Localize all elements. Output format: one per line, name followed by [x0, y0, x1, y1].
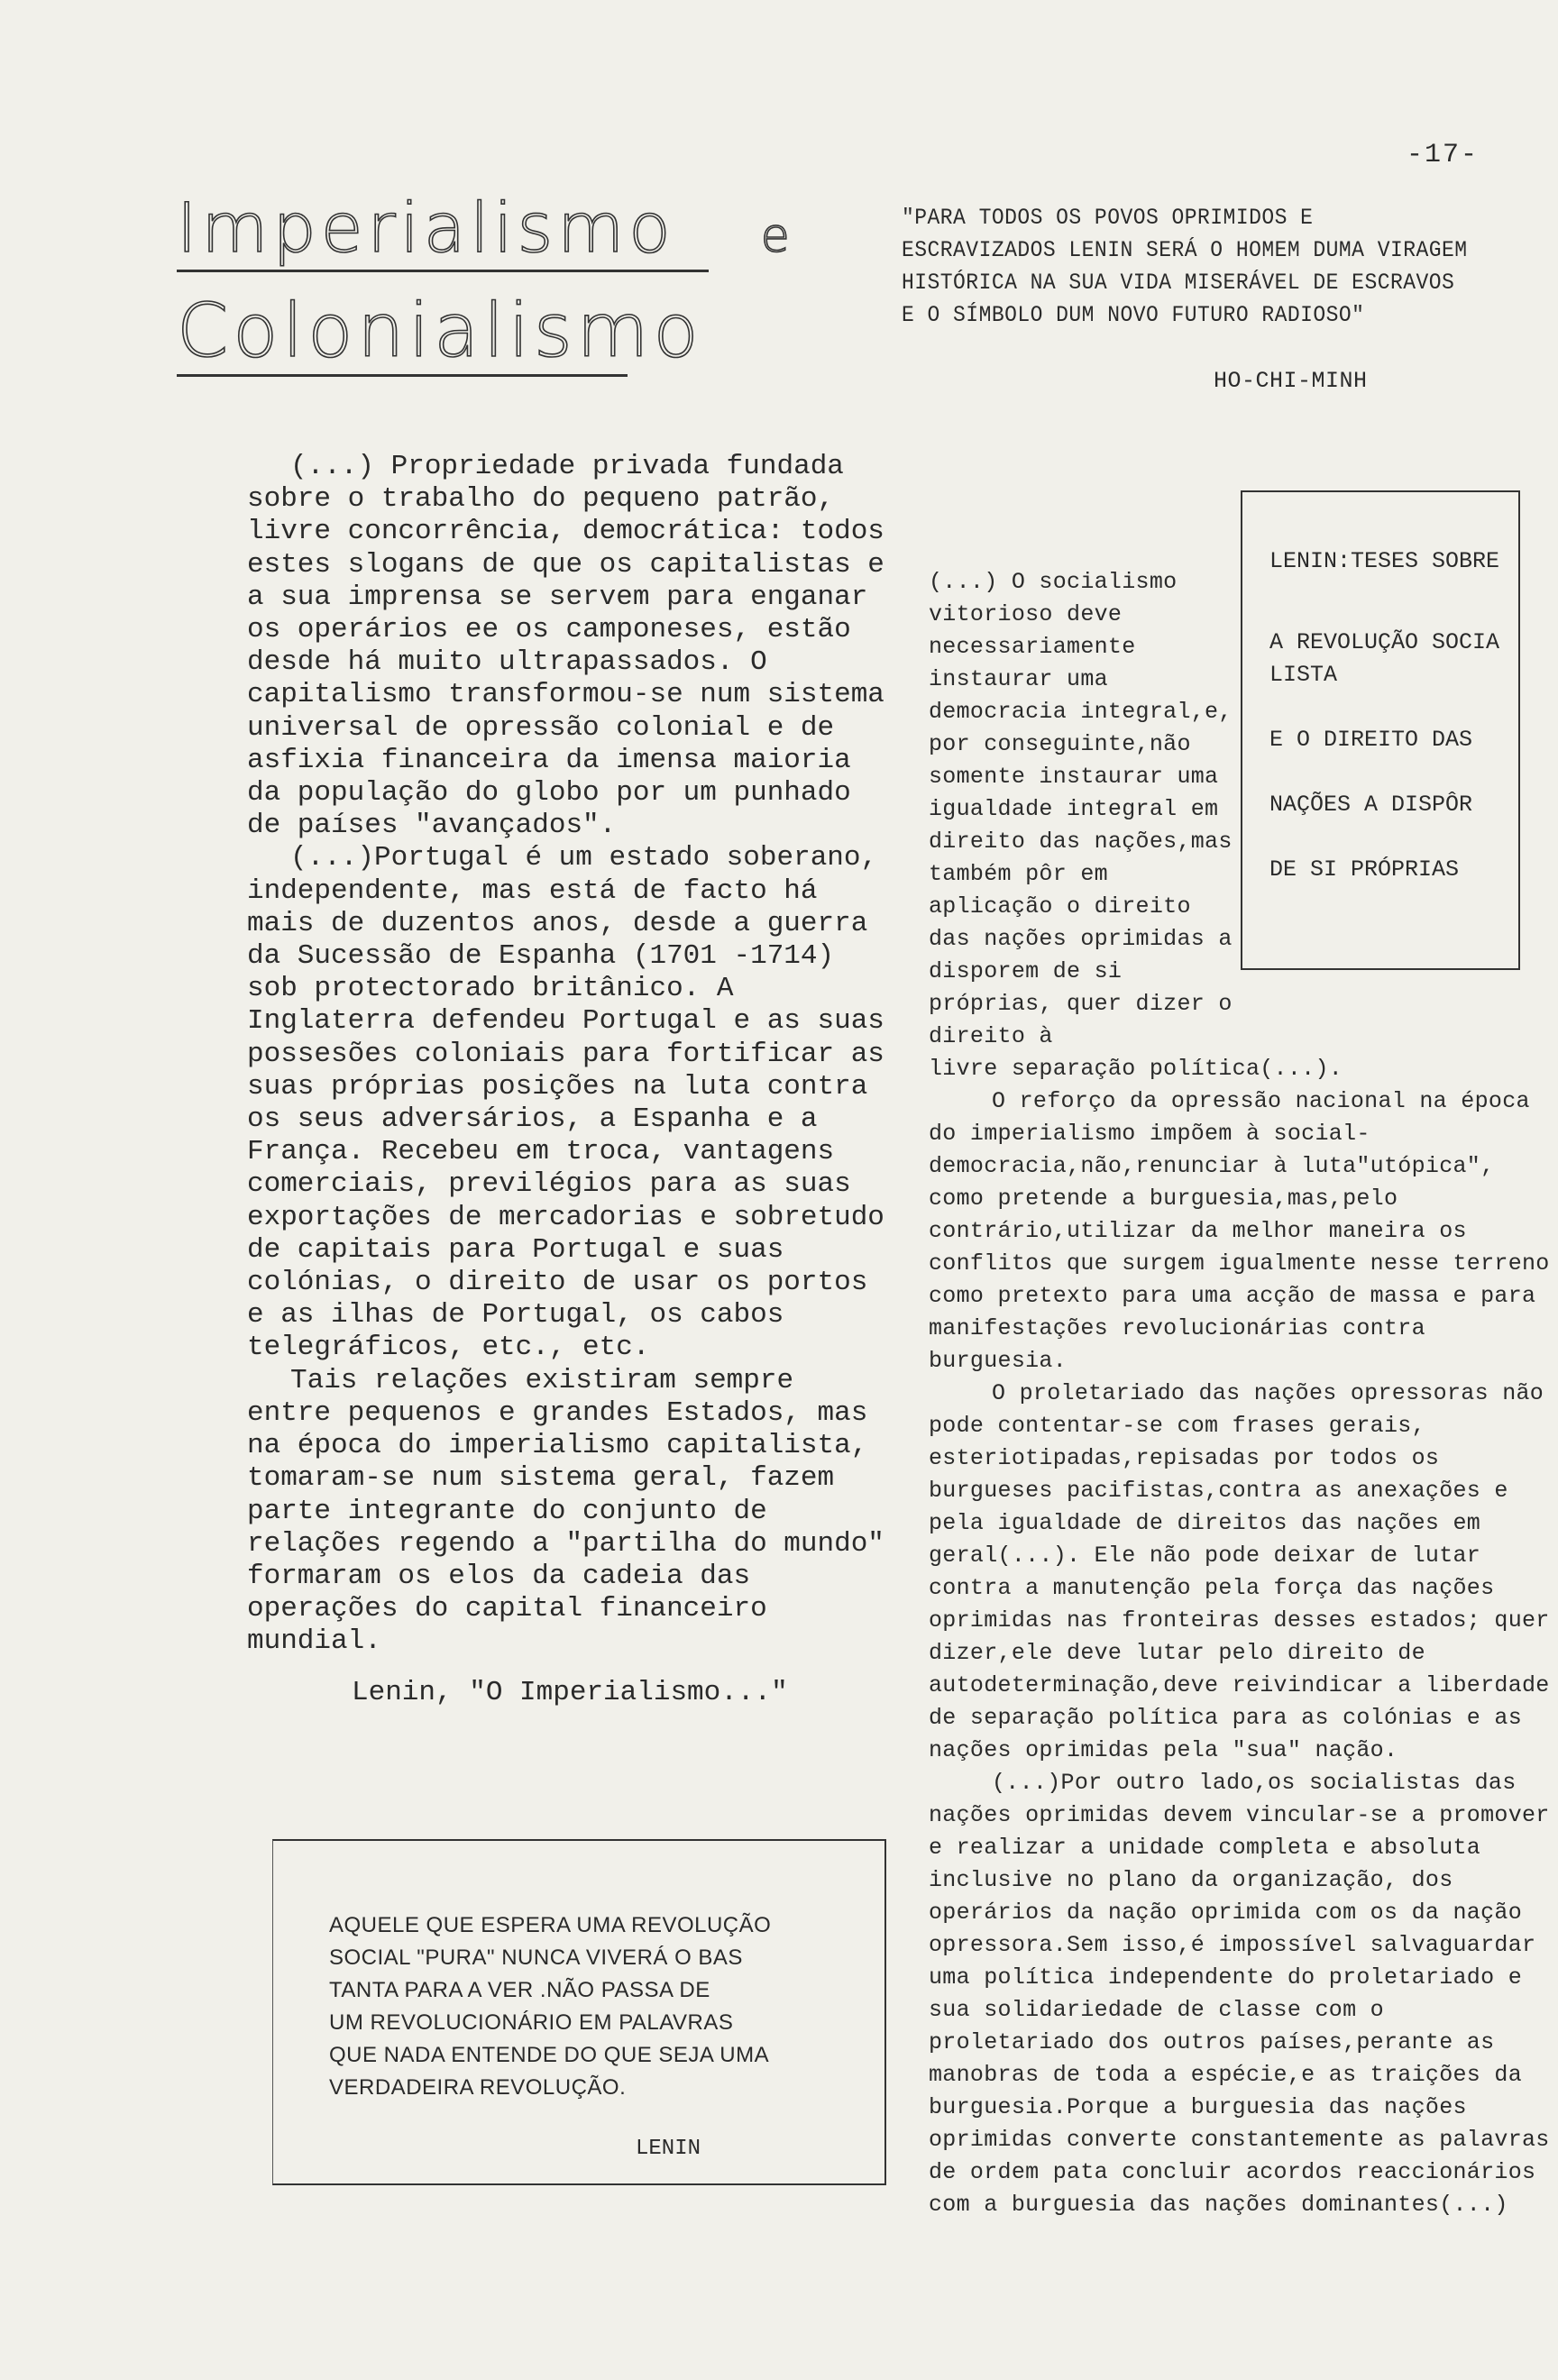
- theses-line-5: NAÇÕES A DISPÔR: [1269, 792, 1473, 818]
- theses-line-3: LISTA: [1269, 662, 1338, 688]
- right-paragraph-2: O reforço da opressão nacional na época do imperialismo impõem à social-democracia,não,renunciar à luta"utópica", como pretende a burguesia,mas,pelo contrário,utilizar da melhor maneira os conflitos que surgem igualmente nesse terreno como pretexto para uma acção de massa e para manifestações revolucionárias contra burguesia.: [929, 1088, 1550, 1374]
- right-paragraph-1-end: livre separação política(...).: [929, 1056, 1343, 1082]
- title-word-colonialismo: Colonialismo: [177, 288, 628, 377]
- page-number: -17-: [1407, 140, 1480, 170]
- right-paragraph-3: O proletariado das nações opressoras não pode contentar-se com frases gerais, esteriotipadas,repisadas por todos os burgueses pacifistas,contra as anexações e pela igualdade de direitos das nações em geral(...). Ele não pode deixar de lutar contra a manutenção pela força das nações oprimidas nas fronteiras desses estados; quer dizer,ele deve lutar pelo direito de autodeterminação,deve reivindicar a liberdade de separação política para as colónias e as nações oprimidas pela "sua" nação.: [929, 1380, 1550, 1763]
- theses-line-4: E O DIREITO DAS: [1269, 727, 1473, 753]
- title-conjunction: e: [760, 209, 794, 263]
- epigraph-quote: "PARA TODOS OS POVOS OPRIMIDOS E ESCRAVIZADOS LENIN SERÁ O HOMEM DUMA VIRAGEM HISTÓRICA NA SUA VIDA MISERÁVEL DE ESCRAVOS E O SÍMBOLO DUM NOVO FUTURO RADIOSO": [902, 205, 1468, 328]
- left-paragraph-1: (...) Propriedade privada fundada sobre o trabalho do pequeno patrão, livre concorrência, democrática: todos estes slogans de que os capitalistas e a sua imprensa se servem para enganar os operários ee os camponeses, estão desde há muito ultrapassados. O capitalismo transformou-se num sistema universal de opressão colonial e de asfixia financeira da imensa maioria da população do globo por um punhado de países "avançados".: [247, 451, 884, 842]
- left-paragraph-3: Tais relações existiram sempre entre pequenos e grandes Estados, mas na época do imperialismo capitalista, tomaram-se num sistema geral, fazem parte integrante do conjunto de relações regendo a "partilha do mundo" formaram os elos da cadeia das operações do capital financeiro mundial.: [247, 1364, 884, 1658]
- lenin-quote-box: [272, 1839, 886, 2185]
- epigraph-author: HO-CHI-MINH: [1214, 368, 1368, 394]
- theses-line-6: DE SI PRÓPRIAS: [1269, 856, 1460, 883]
- theses-line-1: LENIN:TESES SOBRE: [1269, 548, 1500, 574]
- lenin-quote-signature: LENIN: [636, 2137, 701, 2161]
- title-word-imperialismo: Imperialismo: [177, 188, 675, 268]
- right-paragraph-4: (...)Por outro lado,os socialistas das nações oprimidas devem vincular-se a promover e realizar a unidade completa e absoluta inclusive no plano da organização, dos operários da nação oprimida com os da nação opressora.Sem isso,é impossível salvaguardar uma política independente do proletariado e sua solidariedade de classe com o proletariado dos outros países,perante as manobras de toda a espécie,e as traições da burguesia.Porque a burguesia das nações oprimidas converte constantemente as palavras de ordem pata concluir acordos reaccionários com a burguesia das nações dominantes(...): [929, 1770, 1550, 2218]
- theses-line-2: A REVOLUÇÃO SOCIA: [1269, 629, 1500, 655]
- article-title: [177, 188, 794, 377]
- right-column: [929, 566, 1551, 2221]
- left-column: [247, 451, 887, 1709]
- left-source: Lenin, "O Imperialismo...": [352, 1676, 788, 1708]
- lenin-quote-text: AQUELE QUE ESPERA UMA REVOLUÇÃO SOCIAL "PURA" NUNCA VIVERÁ O BAS TANTA PARA A VER .NÃO PASSA DE UM REVOLUCIONÁRIO EM PALAVRAS QUE NADA ENTENDE DO QUE SEJA UMA VERDADEIRA REVOLUÇÃO.: [329, 1913, 772, 2100]
- left-paragraph-2: (...)Portugal é um estado soberano, independente, mas está de facto há mais de duzentos anos, desde a guerra da Sucessão de Espanha (1701 -1714) sob protectorado britânico. A Inglaterra defendeu Portugal e as suas possesões coloniais para fortificar as suas próprias posições na luta contra os seus adversários, a Espanha e a França. Recebeu em troca, vantagens comerciais, previlégios para as suas exportações de mercadorias e sobretudo de capitais para Portugal e suas colónias, o direito de usar os portos e as ilhas de Portugal, os cabos telegráficos, etc., etc.: [247, 842, 884, 1364]
- title-line-1: [177, 188, 794, 272]
- right-paragraph-1: (...) O socialismo vitorioso deve necessariamente instaurar uma democracia integral,e, por conseguinte,não somente instaurar uma igualdade integral em direito das nações,mas também pôr em aplicação o direito das nações oprimidas a disporem de si próprias, quer dizer o direito à: [929, 569, 1233, 1049]
